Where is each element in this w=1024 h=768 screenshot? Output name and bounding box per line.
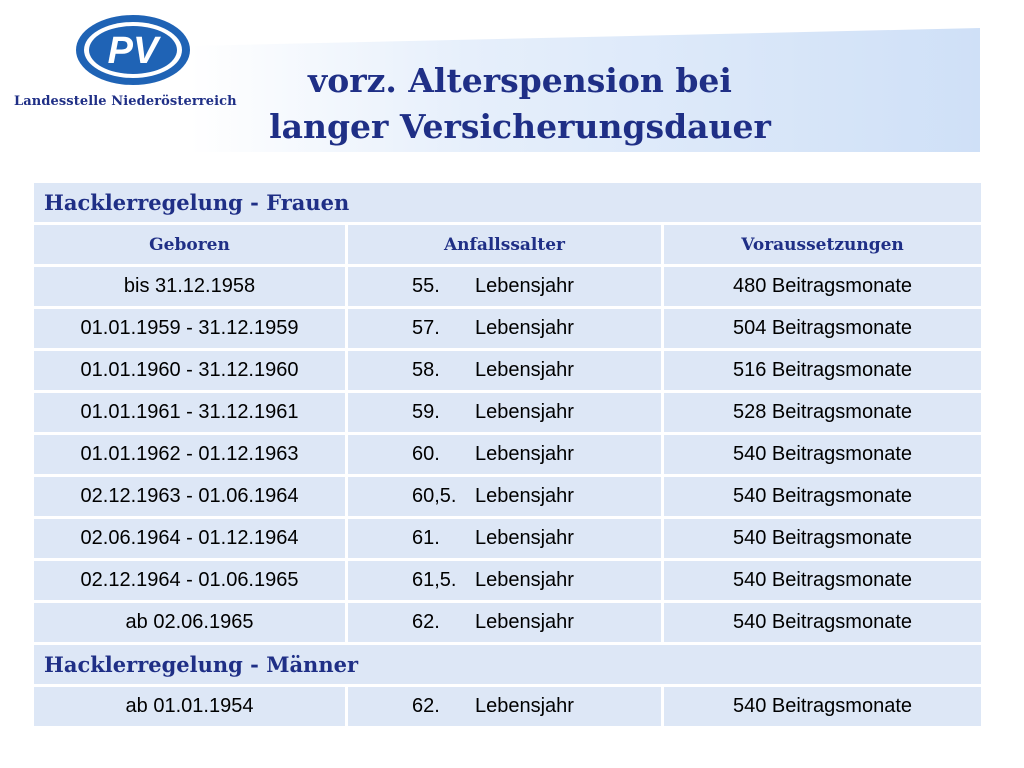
- retirement-table: [34, 180, 981, 729]
- age-label: Lebensjahr: [475, 317, 574, 339]
- age-number: 60.: [412, 443, 440, 465]
- page-title: [230, 58, 810, 150]
- table-row: [34, 267, 981, 306]
- table-row: [34, 351, 981, 390]
- column-header-born: Geboren: [34, 225, 348, 264]
- column-header-requirements: Voraussetzungen: [664, 225, 981, 264]
- age-cell: [348, 603, 664, 642]
- requirement-cell: 540 Beitragsmonate: [664, 477, 981, 516]
- section-title: Hacklerregelung - Männer: [34, 645, 981, 684]
- age-cell: [348, 351, 664, 390]
- age-cell: [348, 687, 664, 726]
- born-cell: ab 01.01.1954: [34, 687, 348, 726]
- born-cell: bis 31.12.1958: [34, 267, 348, 306]
- table-row: [34, 309, 981, 348]
- age-number: 61,5.: [412, 569, 457, 591]
- requirement-cell: 480 Beitragsmonate: [664, 267, 981, 306]
- requirement-cell: 504 Beitragsmonate: [664, 309, 981, 348]
- born-cell: 01.01.1959 - 31.12.1959: [34, 309, 348, 348]
- age-cell: [348, 561, 664, 600]
- title-line-2: langer Versicherungsdauer: [269, 107, 771, 146]
- requirement-cell: 540 Beitragsmonate: [664, 687, 981, 726]
- age-label: Lebensjahr: [475, 359, 574, 381]
- requirement-cell: 540 Beitragsmonate: [664, 561, 981, 600]
- age-number: 62.: [412, 611, 440, 633]
- age-number: 59.: [412, 401, 440, 423]
- age-label: Lebensjahr: [475, 695, 574, 717]
- age-number: 62.: [412, 695, 440, 717]
- age-label: Lebensjahr: [475, 611, 574, 633]
- pv-logo-icon: [73, 12, 193, 88]
- age-label: Lebensjahr: [475, 527, 574, 549]
- age-cell: [348, 519, 664, 558]
- requirement-cell: 528 Beitragsmonate: [664, 393, 981, 432]
- age-number: 58.: [412, 359, 440, 381]
- logo-text: PV: [107, 30, 159, 72]
- section-header-women: [34, 183, 981, 222]
- table-row: [34, 561, 981, 600]
- table-row: [34, 687, 981, 726]
- table-row: [34, 519, 981, 558]
- title-line-1: vorz. Alterspension bei: [308, 61, 732, 100]
- age-number: 61.: [412, 527, 440, 549]
- requirement-cell: 516 Beitragsmonate: [664, 351, 981, 390]
- organization-name: Landesstelle Niederösterreich: [14, 94, 237, 109]
- table-row: [34, 603, 981, 642]
- born-cell: ab 02.06.1965: [34, 603, 348, 642]
- age-cell: [348, 477, 664, 516]
- requirement-cell: 540 Beitragsmonate: [664, 435, 981, 474]
- age-cell: [348, 309, 664, 348]
- age-number: 60,5.: [412, 485, 457, 507]
- age-cell: [348, 267, 664, 306]
- table-row: [34, 477, 981, 516]
- table-row: [34, 393, 981, 432]
- age-label: Lebensjahr: [475, 569, 574, 591]
- age-number: 55.: [412, 275, 440, 297]
- requirement-cell: 540 Beitragsmonate: [664, 519, 981, 558]
- age-number: 57.: [412, 317, 440, 339]
- age-label: Lebensjahr: [475, 275, 574, 297]
- requirement-cell: 540 Beitragsmonate: [664, 603, 981, 642]
- born-cell: 01.01.1960 - 31.12.1960: [34, 351, 348, 390]
- table-row: [34, 435, 981, 474]
- age-cell: [348, 435, 664, 474]
- column-header-age: Anfallssalter: [348, 225, 664, 264]
- section-title: Hacklerregelung - Frauen: [34, 183, 981, 222]
- born-cell: 01.01.1961 - 31.12.1961: [34, 393, 348, 432]
- born-cell: 02.06.1964 - 01.12.1964: [34, 519, 348, 558]
- age-label: Lebensjahr: [475, 401, 574, 423]
- born-cell: 01.01.1962 - 01.12.1963: [34, 435, 348, 474]
- age-label: Lebensjahr: [475, 485, 574, 507]
- column-header-row: [34, 225, 981, 264]
- born-cell: 02.12.1964 - 01.06.1965: [34, 561, 348, 600]
- age-label: Lebensjahr: [475, 443, 574, 465]
- section-header-men: [34, 645, 981, 684]
- age-cell: [348, 393, 664, 432]
- born-cell: 02.12.1963 - 01.06.1964: [34, 477, 348, 516]
